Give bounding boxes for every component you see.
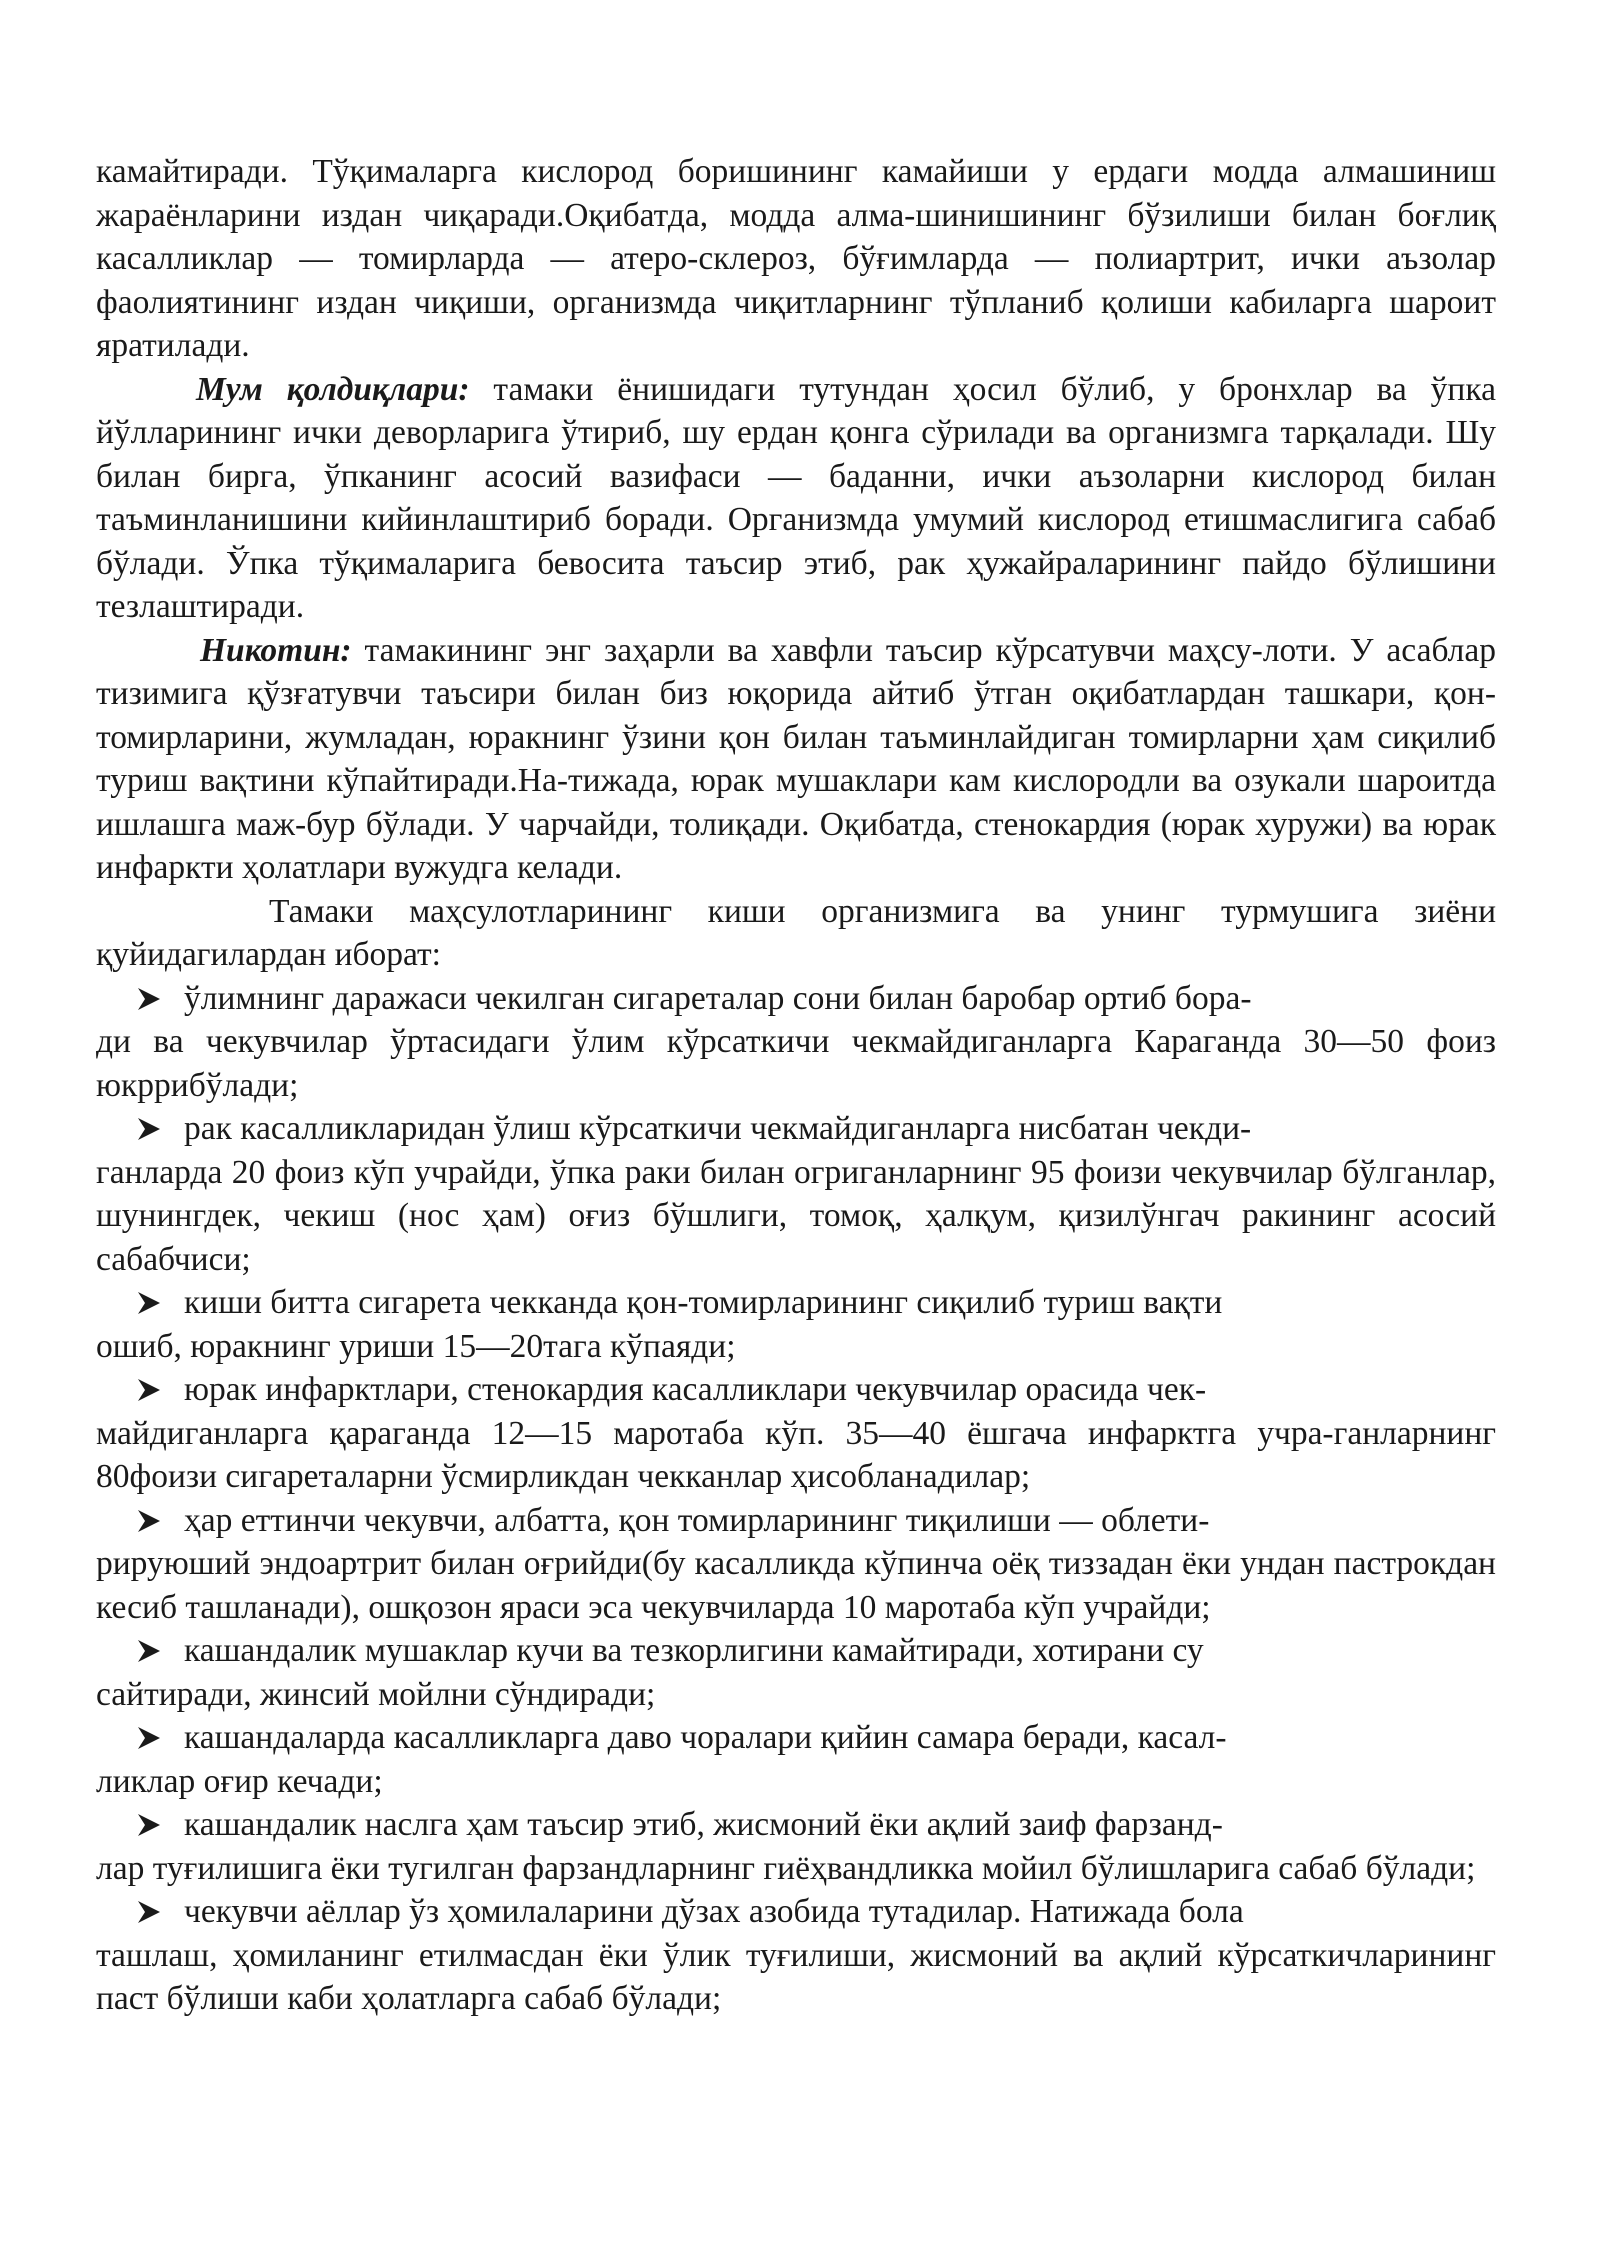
bullet-first-line: кашандалик наслга ҳам таъсир этиб, жисмоний ёки ақлий заиф фарзанд- [184, 1806, 1223, 1843]
bullet-continuation: ганларда 20 фоиз кўп учрайди, ўпка раки билан огриганларнинг 95 фоизи чекувчилар бўлганлар, шунингдек, чекиш (нос ҳам) оғиз бўшлиги, томоқ, ҳалқум, қизилўнгач ракининг асосий сабабчиси; [96, 1153, 1496, 1278]
list-item [96, 1890, 1496, 2021]
list-item [96, 1368, 1496, 1499]
nicotine-text: тамакининг энг заҳарли ва хавфли таъсир кўрсатувчи маҳсу-лоти. У асаблар тизимига қўзғатувчи таъсири билан биз юқорида айтиб ўтган оқибатлардан ташкари, қон-томирларини, жумладан, юракнинг ўзини қон билан таъминлайдиган томирларни ҳам сиқилиб туриш вақтини кўпайтиради.На-тижада, юрак мушаклари кам кислородли ва озукали шароитда ишлашга маж-бур бўлади. У чарчайди, толиқади. Оқибатда, стенокардия (юрак хуружи) ва юрак инфаркти ҳолатлари вужудга келади. [96, 631, 1496, 886]
arrowhead-bullet-icon [136, 1639, 162, 1663]
arrowhead-bullet-icon [136, 1117, 162, 1141]
arrowhead-bullet-icon [136, 1813, 162, 1837]
arrowhead-bullet-icon [136, 1900, 162, 1924]
harm-intro-paragraph: Тамаки маҳсулотларининг киши организмига ва унинг турмушига зиёни қуйидагилардан иборат: [96, 892, 1496, 973]
bullet-first-line: чекувчи аёллар ўз ҳомилаларини дўзах азобида тутадилар. Натижада бола [184, 1893, 1244, 1930]
bullet-continuation: ликлар оғир кечади; [96, 1762, 383, 1800]
bullet-first-line: рак касалликларидан ўлиш кўрсаткичи чекмайдиганларга нисбатан чекди- [184, 1110, 1252, 1147]
bullet-first-line: кашандалик мушаклар кучи ва тезкорлигини камайтиради, хотирани су [184, 1632, 1204, 1669]
bullet-first-line: кашандаларда касалликларга даво чоралари қийин самара беради, касал- [184, 1719, 1227, 1756]
list-item [96, 1803, 1496, 1890]
arrowhead-bullet-icon [136, 1378, 162, 1402]
list-item [96, 1716, 1496, 1803]
list-item [96, 1281, 1496, 1368]
bullet-first-line: киши битта сигарета чекканда қон-томирларининг сиқилиб туриш вақти [184, 1284, 1223, 1321]
harm-bullet-list [96, 977, 1496, 2021]
wax-residue-paragraph [96, 368, 1496, 629]
arrowhead-bullet-icon [136, 1509, 162, 1533]
bullet-first-line: юрак инфарктлари, стенокардия касалликлари чекувчилар орасида чек- [184, 1371, 1207, 1408]
arrowhead-bullet-icon [136, 1291, 162, 1315]
arrowhead-bullet-icon [136, 1726, 162, 1750]
bullet-continuation: майдиганларга қараганда 12—15 маротаба кўп. 35—40 ёшгача инфарктга учра-ганларнинг 80фоизи сигареталарни ўсмирликдан чекканлар ҳисобланадилар; [96, 1414, 1496, 1495]
bullet-continuation: ташлаш, ҳомиланинг етилмасдан ёки ўлик туғилиши, жисмоний ва ақлий кўрсаткичларининг паст бўлиши каби ҳолатларга сабаб бўлади; [96, 1936, 1496, 2017]
intro-paragraph: камайтиради. Тўқималарга кислород боришининг камайиши у ердаги модда алмашиниш жараёнларини издан чиқаради.Оқибатда, модда алма-шинишининг бўзилиши билан боғлиқ касалликлар — томирларда — атеро-склероз, бўғимларда — полиартрит, ички аъзолар фаолиятининг издан чиқиши, организмда чиқитларнинг тўпланиб қолиши кабиларга шароит яратилади. [96, 153, 1496, 364]
arrowhead-bullet-icon [136, 987, 162, 1011]
bullet-continuation: рируюший эндоартрит билан оғрийди(бу касалликда кўпинча оёқ тиззадан ёки ундан пастрокдан кесиб ташланади), ошқозон яраси эса чекувчиларда 10 маротаба кўп учрайди; [96, 1545, 1496, 1626]
bullet-first-line: ўлимнинг даражаси чекилган сигареталар сони билан баробар ортиб бора- [184, 979, 1252, 1017]
list-item [96, 977, 1496, 1108]
document-page [96, 150, 1496, 2021]
list-item [96, 1499, 1496, 1630]
wax-residue-term: Мум қолдиқлари: [196, 370, 470, 408]
bullet-continuation: лар туғилишига ёки тугилган фарзандларнинг гиёҳвандликка мойил бўлишларига сабаб бўлади; [96, 1849, 1476, 1887]
list-item [96, 1107, 1496, 1281]
bullet-continuation: ди ва чекувчилар ўртасидаги ўлим кўрсаткичи чекмайдиганларга Караганда 30—50 фоиз юкррибўлади; [96, 1023, 1496, 1104]
bullet-continuation: сайтиради, жинсий мойлни сўндиради; [96, 1675, 656, 1713]
nicotine-term: Никотин: [200, 631, 352, 669]
bullet-first-line: ҳар еттинчи чекувчи, албатта, қон томирларининг тиқилиши — облети- [184, 1501, 1210, 1539]
bullet-continuation: ошиб, юракнинг уриши 15—20тага кўпаяди; [96, 1327, 736, 1365]
list-item [96, 1629, 1496, 1716]
nicotine-paragraph [96, 629, 1496, 890]
wax-residue-text: тамаки ёнишидаги тутундан ҳосил бўлиб, у бронхлар ва ўпка йўлларининг ички деворларига ўтириб, шу ердан қонга сўрилади ва организмга тарқалади. Шу билан бирга, ўпканинг асосий вазифаси — баданни, ички аъзоларни кислород билан таъминланишини кийинлаштириб боради. Организмда умумий кислород етишмаслигига сабаб бўлади. Ўпка тўқималарига бевосита таъсир этиб, рак ҳужайраларининг пайдо бўлишини тезлаштиради. [96, 370, 1496, 625]
